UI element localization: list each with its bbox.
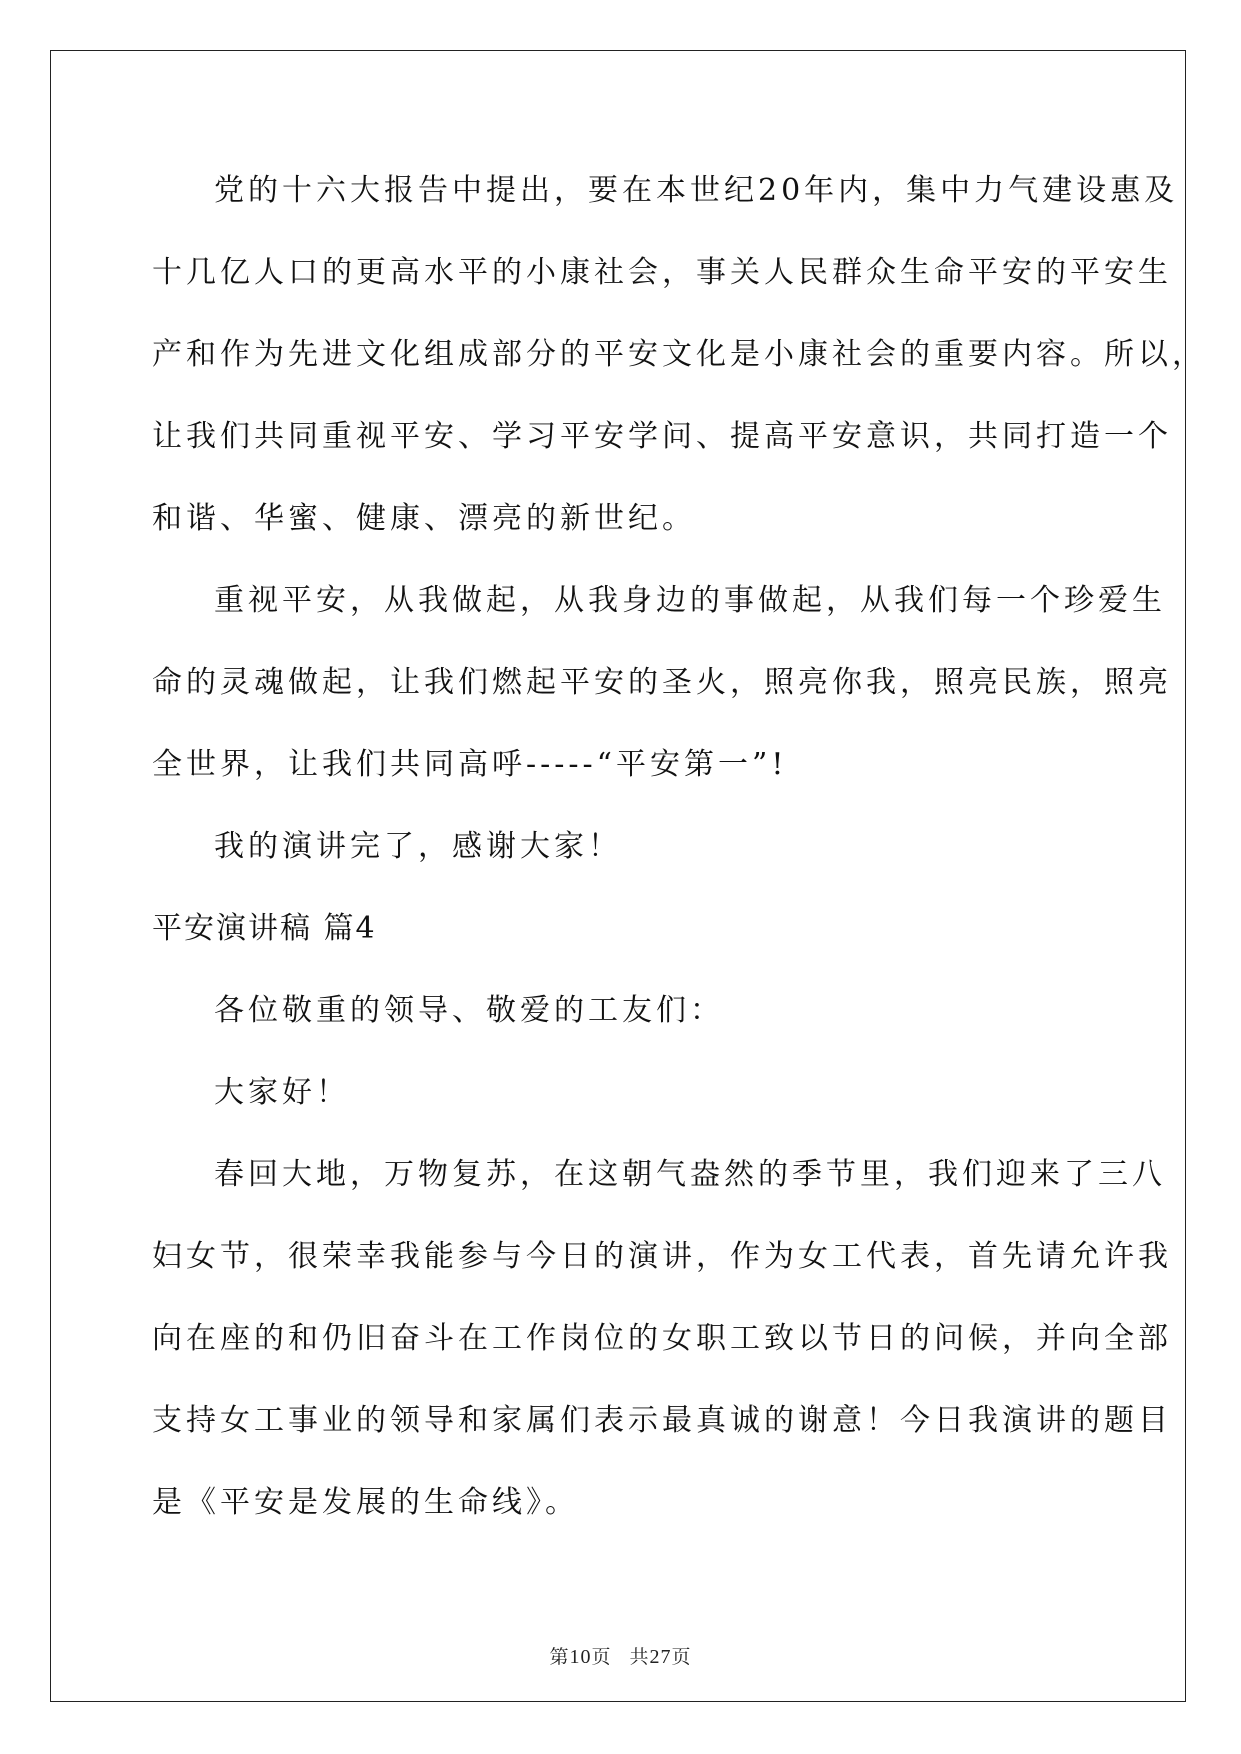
text-line: 和谐、华蜜、健康、漂亮的新世纪。 [152,501,696,536]
page-number: 10 [569,1646,592,1668]
text-line: 让我们共同重视平安、学习平安学问、提高平安意识，共同打造一个 [152,419,1172,454]
page-suffix: 页 [591,1646,612,1668]
text-line: 妇女节，很荣幸我能参与今日的演讲，作为女工代表，首先请允许我 [152,1239,1172,1274]
text-line: 全世界，让我们共同高呼-----“平安第一”! [152,747,788,782]
text-line: 产和作为先进文化组成部分的平安文化是小康社会的重要内容。所以， [152,337,1206,372]
text-line: 重视平安，从我做起，从我身边的事做起，从我们每一个珍爱生 [214,583,1166,618]
total-prefix: 共 [629,1646,650,1668]
total-pages: 27 [649,1646,672,1668]
text-line: 支持女工事业的领导和家属们表示最真诚的谢意！今日我演讲的题目 [152,1403,1172,1438]
total-suffix: 页 [671,1646,692,1668]
page-prefix: 第 [549,1646,570,1668]
page-footer [0,1642,1241,1669]
text-line: 向在座的和仍旧奋斗在工作岗位的女职工致以节日的问候，并向全部 [152,1321,1172,1356]
text-line: 各位敬重的领导、敬爱的工友们： [214,993,724,1028]
text-line: 我的演讲完了，感谢大家！ [214,829,622,864]
document-body [152,150,1206,1544]
text-line: 命的灵魂做起，让我们燃起平安的圣火，照亮你我，照亮民族，照亮 [152,665,1172,700]
text-line: 春回大地，万物复苏，在这朝气盎然的季节里，我们迎来了三八 [214,1157,1166,1192]
text-line: 大家好！ [214,1075,350,1110]
text-line: 党的十六大报告中提出，要在本世纪20年内，集中力气建设惠及 [214,173,1179,208]
text-line: 是《平安是发展的生命线》。 [152,1485,579,1520]
section-heading: 平安演讲稿 篇4 [152,911,377,946]
text-line: 十几亿人口的更高水平的小康社会，事关人民群众生命平安的平安生 [152,255,1172,290]
